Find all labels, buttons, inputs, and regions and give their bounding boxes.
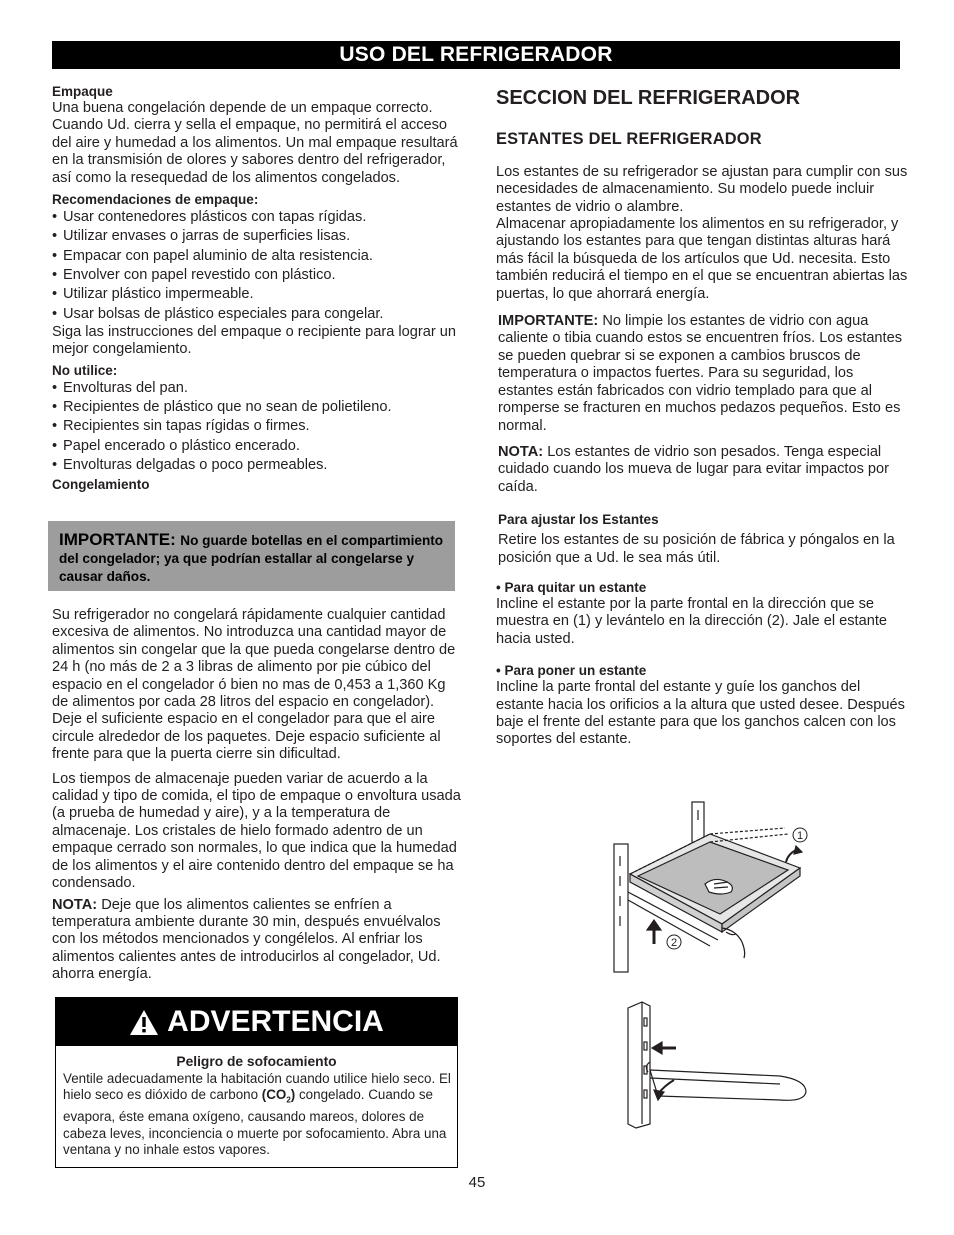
intro-2: Almacenar apropiadamente los alimentos en su refrigerador, y ajustando los estantes para que tengan distintas alturas hará más fácil la búsqueda de los artículos que Ud. necesita. Esto también reducirá el tiempo en el que se encuentran abiertas las puertas, lo que ahorrará energía. (496, 216, 908, 302)
recomendaciones-title: Recomendaciones de empaque: (52, 192, 259, 208)
right-column (496, 87, 908, 749)
warning-triangle-icon (129, 1009, 159, 1036)
shelf-bracket-illustration (620, 1000, 820, 1130)
left-column-lower (52, 607, 464, 984)
importante-box (48, 521, 455, 591)
warning-title: ADVERTENCIA (167, 1005, 384, 1038)
list-item: • Envolturas delgadas o poco permeables. (52, 456, 464, 475)
shelf-removal-illustration (610, 796, 820, 976)
no-utilice-title: No utilice: (52, 362, 118, 378)
importante-label: IMPORTANTE: (59, 530, 176, 549)
list-item: • Utilizar plástico impermeable. (52, 285, 464, 304)
list-item: • Recipientes de plástico que no sean de polietileno. (52, 398, 464, 417)
empaque-text: Una buena congelación depende de un empaque correcto. Cuando Ud. cierra y sella el empaque, no permitirá el acceso del aire y humedad a los alimentos. Un mal empaque resultará en la transmisión de olores y sabores dentro del refrigerador, así como la resequedad de los alimentos congelados. (52, 100, 458, 186)
importante-label-right: IMPORTANTE: (498, 313, 599, 330)
list-item: • Papel encerado o plástico encerado. (52, 437, 464, 456)
para-congelamiento-1: Su refrigerador no congelará rápidamente cualquier cantidad excesiva de alimentos. No introduzca una cantidad mayor de alimentos sin congelar que la que pueda congelarse dentro de 24 h (no más de 2 a 3 libras de alimento por pie cúbico del espacio en el congelador ó bien no mas de 0,453 a 1,360 Kg de alimentos por cada 28 litros del espacio en congelador). (52, 607, 456, 711)
nota-label: NOTA: (52, 896, 98, 913)
recomendaciones-list (52, 208, 464, 324)
quitar-title: • Para quitar un estante (496, 579, 647, 595)
para-congelamiento-3: Los tiempos de almacenaje pueden variar de acuerdo a la calidad y tipo de comida, el tipo de empaque o envoltura usada (a prueba de humedad y aire), y a la temperatura de almacenaje. Los cristales de hielo formado adentro de un empaque cerrado son normales, lo que indica que la humedad de los alimentos y el aire contenido dentro del empaque se ha condensado. (52, 770, 461, 892)
co2-prefix: (CO (261, 1087, 287, 1103)
list-item: • Usar bolsas de plástico especiales para congelar. (52, 305, 464, 324)
warning-subtitle: Peligro de sofocamiento (176, 1054, 337, 1069)
nota-text: Deje que los alimentos calientes se enfríen a temperatura ambiente durante 30 min, después envuélvalos con los métodos mencionados y congélelos. Al enfriar los alimentos calientes antes de introducirlos al congelador, Ud. ahorra energía. (52, 896, 441, 983)
warning-header (56, 998, 457, 1046)
poner-text: Incline la parte frontal del estante y guíe los ganchos del estante hacia los orificios a la altura que usted desee. Después baje el frente del estante para que los ganchos calcen con los soportes del estante. (496, 679, 905, 748)
list-item: • Empacar con papel aluminio de alta resistencia. (52, 247, 464, 266)
co2-sub: 2 (286, 1096, 291, 1106)
warning-text-part: Ventile adecuadamente la habitación cuando utilice hielo seco. El hielo seco es dióxido de carbono (63, 1071, 451, 1103)
para-congelamiento-2: Deje el suficiente espacio en el congelador para que el aire circule alrededor de los paquetes. Deje espacio suficiente al frente para que la puerta cierre sin dificultad. (52, 711, 441, 763)
siga-text: Siga las instrucciones del empaque o recipiente para lograr un mejor congelamiento. (52, 323, 457, 358)
list-item: • Usar contenedores plásticos con tapas rígidas. (52, 208, 464, 227)
intro-1: Los estantes de su refrigerador se ajustan para cumplir con sus necesidades de almacenamiento. Su modelo puede incluir estantes de vidrio o alambre. (496, 163, 908, 215)
ajustar-text: Retire los estantes de su posición de fábrica y póngalos en la posición que a Ud. le sea más útil. (498, 532, 895, 566)
callout-1: 1 (796, 830, 804, 842)
empaque-title: Empaque (52, 84, 113, 99)
page-number: 45 (468, 1174, 486, 1191)
callout-2: 2 (670, 937, 678, 949)
list-item: • Utilizar envases o jarras de superficies lisas. (52, 227, 464, 246)
quitar-title-text: Para quitar un estante (504, 579, 647, 595)
subsection-title: ESTANTES DEL REFRIGERADOR (496, 130, 762, 149)
poner-title-text: Para poner un estante (504, 663, 647, 679)
congelamiento-title: Congelamiento (52, 477, 150, 493)
quitar-text: Incline el estante por la parte frontal en la dirección que se muestra en (1) y levántelo en la dirección (2). Jale el estante hacia usted. (496, 595, 887, 647)
nota-text-right: Los estantes de vidrio son pesados. Tenga especial cuidado cuando los mueva de lugar para evitar impactos por caída. (498, 443, 890, 495)
warning-text-part: congelado. Cuando se evapora, éste emana oxígeno, causando mareos, dolores de cabeza leves, inconciencia o muerte por sofocamiento. Abra una ventana y no inhale estos vapores. (63, 1087, 447, 1158)
ajustar-title: Para ajustar los Estantes (498, 512, 659, 528)
importante-text-right: No limpie los estantes de vidrio con agua caliente o tibia cuando estos se encuentren fríos. Los estantes se pueden quebrar si se exponen a cambios bruscos de temperatura o impactos fuertes. Para su seguridad, los estantes están fabricados con vidrio templado para que al romperse se fracturen en muchos pedazos pequeños. Esto es normal. (498, 313, 903, 434)
warning-text (56, 1069, 457, 1159)
left-column (52, 83, 464, 493)
list-item: • Recipientes sin tapas rígidas o firmes. (52, 417, 464, 436)
list-item: • Envolturas del pan. (52, 379, 464, 398)
section-title: SECCION DEL REFRIGERADOR (496, 87, 801, 109)
no-utilice-list (52, 379, 464, 475)
list-item: • Envolver con papel revestido con plástico. (52, 266, 464, 285)
warning-box (55, 997, 458, 1168)
page-header: USO DEL REFRIGERADOR (52, 41, 900, 69)
co2-suffix: ) (290, 1087, 296, 1103)
importante-text: No guarde botellas en el compartimiento del congelador; ya que podrían estallar al congelarse y causar daños. (59, 533, 444, 584)
nota-label-right: NOTA: (498, 443, 544, 460)
poner-title: • Para poner un estante (496, 663, 647, 679)
